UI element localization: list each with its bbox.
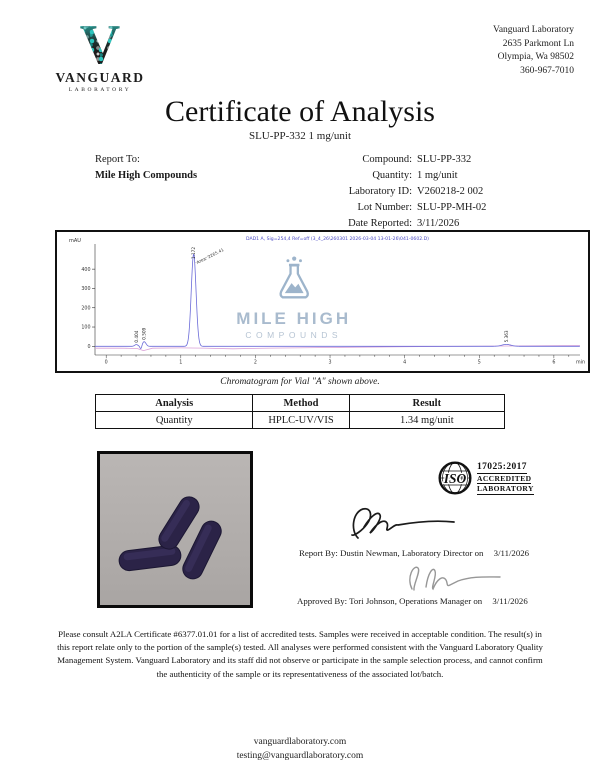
- table-row: [96, 412, 505, 429]
- svg-text:1.172: 1.172: [191, 247, 197, 259]
- disclaimer-text: Please consult A2LA Certificate #6377.01.01 for a list of accredited tests. Samples were received in acceptable condition. The result(s) in this report relate only to the portion of the sample(s) tested. All analyses were performed consistent with the Vanguard Laboratory Quality Management System. Vanguard Laboratory and its staff did not observe or participate in the sample selection process, and cannot confirm the authenticity of the sample or its representativeness of the associated lot/batch.: [57, 629, 543, 679]
- iso-standard-number: 17025:2017: [477, 461, 527, 472]
- detail-label: Lot Number:: [357, 202, 412, 213]
- footer-email: testing@vanguardlaboratory.com: [236, 750, 364, 761]
- iso-accreditation-badge: [437, 460, 534, 496]
- page-title: Certificate of Analysis: [165, 95, 435, 128]
- report-by-line: [299, 548, 529, 558]
- page-subtitle: SLU-PP-332 1 mg/unit: [248, 130, 352, 142]
- client-name: Mile High Compounds: [95, 170, 198, 181]
- col-header-method: Method: [253, 395, 349, 412]
- vanguard-v-mosaic-icon: V: [79, 14, 121, 76]
- svg-text:200: 200: [81, 306, 91, 312]
- report-by-date: 3/11/2026: [493, 548, 530, 558]
- approved-by-date: 3/11/2026: [492, 596, 528, 606]
- address-line: 2635 Parkmont Ln: [502, 38, 574, 49]
- approved-by-line: [297, 596, 528, 606]
- footer-website: vanguardlaboratory.com: [253, 737, 347, 747]
- report-to-block: [95, 152, 197, 184]
- approved-by-label: Approved By:: [297, 596, 348, 606]
- table-header-row: [96, 395, 505, 412]
- cell-result: 1.34 mg/unit: [349, 412, 504, 429]
- lab-address-block: [493, 24, 574, 78]
- detail-row: [240, 200, 486, 216]
- sample-details-block: [240, 152, 486, 232]
- chromatogram-panel: [55, 230, 590, 373]
- iso-globe-text: ISO: [443, 471, 467, 486]
- iso-text-block: [477, 462, 534, 495]
- results-table: [95, 394, 505, 429]
- svg-text:300: 300: [81, 287, 91, 293]
- approved-by-name: Tori Johnson, Operations Manager on: [349, 596, 483, 606]
- iso-globe-icon: [437, 460, 473, 496]
- detail-value: 1 mg/unit: [417, 170, 458, 181]
- detail-value: V260218-2 002: [417, 186, 484, 197]
- svg-text:1: 1: [179, 360, 183, 366]
- svg-text:min: min: [575, 360, 585, 366]
- chromatogram-caption: Chromatogram for Vial "A" shown above.: [220, 377, 380, 387]
- approved-by-signature: [400, 559, 505, 597]
- detail-value: SLU-PP-MH-02: [417, 202, 487, 213]
- col-header-result: Result: [349, 395, 504, 412]
- detail-label: Compound:: [362, 154, 412, 165]
- col-header-analysis: Analysis: [96, 395, 253, 412]
- detail-row: [240, 184, 486, 200]
- report-by-name: Dustin Newman, Laboratory Director on: [340, 548, 484, 558]
- detail-label: Date Reported:: [348, 218, 412, 229]
- svg-text:5: 5: [477, 360, 481, 366]
- cell-method: HPLC-UV/VIS: [253, 412, 349, 429]
- svg-text:5.363: 5.363: [503, 330, 509, 343]
- report-by-label: Report By:: [299, 548, 338, 558]
- svg-text:0.509: 0.509: [141, 327, 147, 340]
- logo-wordmark: VANGUARD: [55, 70, 145, 85]
- svg-text:6: 6: [552, 360, 556, 366]
- vanguard-logo: [52, 14, 148, 93]
- svg-text:400: 400: [81, 267, 91, 273]
- report-by-signature: [340, 502, 460, 546]
- svg-text:3: 3: [328, 360, 332, 366]
- cell-analysis: Quantity: [96, 412, 253, 429]
- capsules-image: [100, 454, 250, 605]
- chromatogram-chart: [57, 232, 588, 371]
- report-to-label: Report To:: [95, 154, 140, 165]
- detail-row: [240, 152, 486, 168]
- svg-text:4: 4: [403, 360, 407, 366]
- footer-contact: [0, 736, 600, 763]
- detail-row: [240, 168, 486, 184]
- detail-value: 3/11/2026: [417, 218, 460, 229]
- svg-text:mAU: mAU: [69, 238, 81, 244]
- detail-label: Quantity:: [372, 170, 412, 181]
- svg-text:100: 100: [81, 325, 91, 331]
- logo-subtitle: LABORATORY: [68, 87, 132, 93]
- detail-value: SLU-PP-332: [417, 154, 472, 165]
- iso-laboratory-label: LABORATORY: [477, 484, 534, 493]
- sample-photo: [97, 451, 253, 608]
- address-line: Vanguard Laboratory: [493, 25, 574, 35]
- svg-text:Area: 2265.41: Area: 2265.41: [195, 247, 225, 265]
- address-line: 360-967-7010: [520, 65, 574, 76]
- iso-accredited-label: ACCREDITED: [477, 473, 532, 483]
- detail-label: Laboratory ID:: [348, 186, 412, 197]
- watermark-title: MILE HIGH: [236, 309, 352, 328]
- watermark-subtitle: COMPOUNDS: [245, 330, 343, 340]
- svg-text:0.404: 0.404: [133, 330, 139, 343]
- svg-text:2: 2: [253, 360, 257, 366]
- svg-text:DAD1 A, Sig=254,4 Ref=off (3_4: DAD1 A, Sig=254,4 Ref=off (3_4_26\260301 2026-03-04 13-01-26\041-0602.D): [246, 237, 429, 242]
- svg-text:0: 0: [87, 345, 91, 351]
- svg-text:0: 0: [104, 360, 108, 366]
- address-line: Olympia, Wa 98502: [497, 52, 574, 62]
